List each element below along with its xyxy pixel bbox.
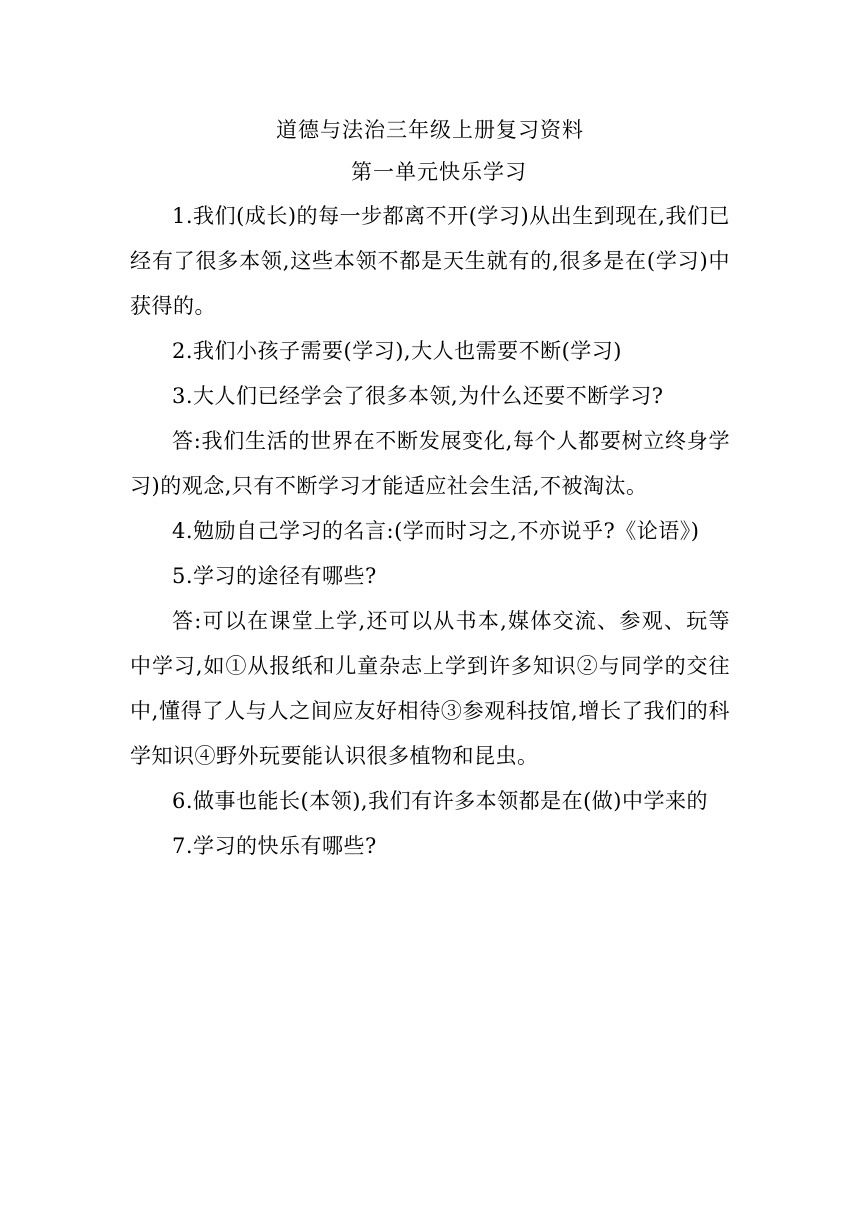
document-title: 道德与法治三年级上册复习资料: [276, 118, 584, 142]
document-content: [130, 108, 730, 869]
paragraph-6: 6.做事也能长(本领),我们有许多本领都是在(做)中学来的: [172, 789, 708, 813]
paragraph-7: 7.学习的快乐有哪些?: [172, 834, 377, 858]
paragraph-1: 1.我们(成长)的每一步都离不开(学习)从出生到现在,我们已经有了很多本领,这些本领不都是天生就有的,很多是在(学习)中获得的。: [130, 204, 730, 318]
paragraph-3: 3.大人们已经学会了很多本领,为什么还要不断学习?: [172, 384, 664, 408]
unit-title: 第一单元快乐学习: [351, 160, 527, 184]
paragraph-2: 2.我们小孩子需要(学习),大人也需要不断(学习): [172, 339, 622, 363]
paragraph-5: 5.学习的途径有哪些?: [172, 564, 377, 588]
paragraph-4: 4.勉励自己学习的名言:(学而时习之,不亦说乎?《论语》): [172, 519, 700, 543]
paragraph-5-answer: 答:可以在课堂上学,还可以从书本,媒体交流、参观、玩等中学习,如①从报纸和儿童杂志上学到许多知识②与同学的交往中,懂得了人与人之间应友好相待③参观科技馆,增长了我们的科学知识④野外玩要能认识很多植物和昆虫。: [130, 609, 730, 768]
paragraph-3-answer: 答:我们生活的世界在不断发展变化,每个人都要树立终身学习)的观念,只有不断学习才能适应社会生活,不被淘汰。: [130, 429, 730, 498]
